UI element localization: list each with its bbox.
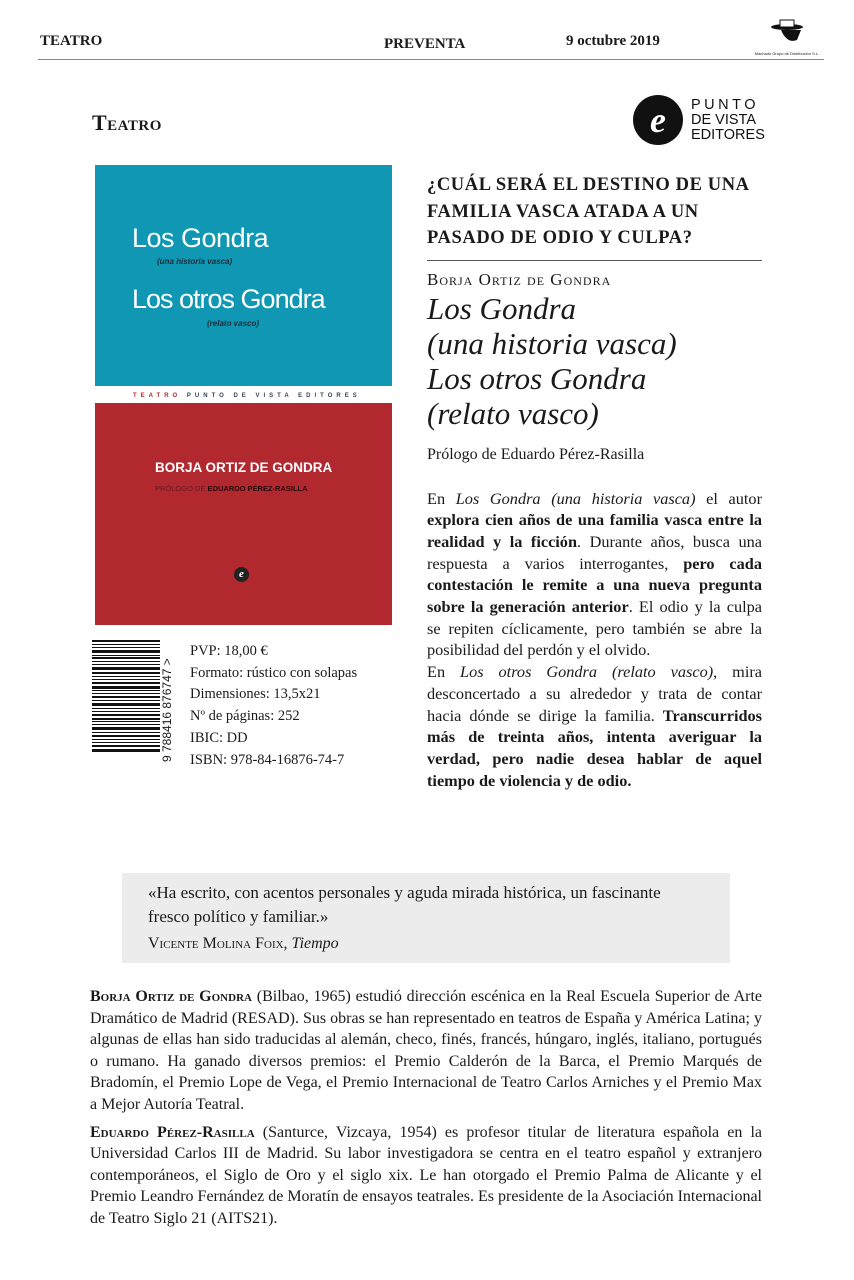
distributor-logo-text: Machado Grupo de Distribución S.L. [754, 51, 820, 56]
text: En [427, 662, 461, 682]
cover-author: BORJA ORTIZ DE GONDRA [155, 460, 333, 475]
book-details [427, 172, 762, 791]
logo-line: PUNTO [691, 96, 759, 113]
info-isbn: ISBN: 978-84-16876-74-7 [190, 751, 345, 768]
text: el autor [695, 488, 762, 508]
publisher-logo [633, 95, 765, 145]
text: , mira desconcertado a su alrededor y trata de contar hacia dónde se dirige la familia. [427, 662, 763, 725]
book-cover-top [95, 165, 392, 386]
logo-line: DE VISTA [691, 111, 756, 128]
biographies [90, 986, 762, 1230]
header-divider [38, 59, 824, 60]
tagline-question: ¿CUÁL SERÁ EL DESTINO DE UNA FAMILIA VASCA ATADA A UN PASADO DE ODIO Y CULPA? [427, 175, 749, 248]
quote-source: Tiempo [291, 935, 339, 952]
bio-name: Borja Ortiz de Gondra [90, 988, 252, 1005]
cover-title-2: Los otros Gondra [132, 284, 325, 314]
publisher-e-icon: e [633, 95, 683, 145]
text-italic: Los otros Gondra (relato vasco) [460, 662, 714, 682]
bio-author [90, 986, 762, 1116]
text: En [427, 488, 456, 508]
cover-title-1: Los Gondra [132, 223, 269, 253]
synopsis-paragraph [427, 488, 762, 662]
synopsis-paragraph [427, 661, 762, 791]
cover-prologue-name: EDUARDO PÉREZ-RASILLA [207, 484, 308, 493]
quote-separator: , [283, 935, 292, 952]
barcode-number: 9 788416 876747 > [160, 640, 180, 764]
info-format: Formato: rústico con solapas [190, 664, 358, 681]
cover-subtitle-2: (relato vasco) [207, 319, 260, 328]
distributor-logo [750, 18, 824, 58]
info-pages: Nº de páginas: 252 [190, 708, 300, 725]
book-author: Borja Ortiz de Gondra [427, 269, 612, 289]
press-quote [122, 873, 730, 963]
hat-figure-icon [767, 18, 807, 46]
prologue-credit: Prólogo de Eduardo Pérez-Rasilla [427, 445, 645, 463]
book-info [190, 641, 357, 771]
text-bold: explora cien años de una familia vasca entre la realidad y la ficción [427, 510, 762, 551]
text-bold: pero cada contestación le remite a una nueva pregunta sobre la generación anterior [427, 553, 762, 617]
bio-prologue-author [90, 1122, 762, 1230]
title-line: (una historia vasca) [427, 325, 677, 361]
text-italic: Los Gondra (una historia vasca) [455, 488, 696, 508]
title-line: Los Gondra [427, 290, 577, 326]
strip-publisher: PUNTO DE VISTA EDITORES [186, 393, 361, 399]
cover-e-icon: e [234, 567, 249, 582]
bio-text: (Bilbao, 1965) estudió dirección escénica en la Real Escuela Superior de Arte Dramático de Madrid (RESAD). Sus obras se han representado en teatros de España y América Latina; y algunas de ellas han sido traducidas al alemán, checo, finés, francés, húngaro, inglés, italiano, portugués o rumano. Ha ganado diversos premios: el Premio Calderón de la Barca, el Premio Marqués de Bradomín, el Premio Lope de Vega, el Premio Internacional de Teatro Carlos Arniches y el Premio Max a Mejor Autoría Teatral. [90, 988, 762, 1113]
text-bold: Transcurridos más de treinta años, intenta averiguar la verdad, pero nadie desea hablar de aquel tiempo de violencia y de odio. [427, 705, 762, 790]
book-cover-bottom [95, 403, 392, 625]
title-line: Los otros Gondra [427, 360, 647, 396]
cover-subtitle-1: (una historia vasca) [157, 257, 233, 266]
quote-author: Vicente Molina Foix [148, 935, 284, 952]
bio-name: Eduardo Pérez-Rasilla [90, 1123, 255, 1141]
quote-text: «Ha escrito, con acentos personales y aguda mirada histórica, un fascinante fresco político y familiar.» [148, 883, 661, 926]
logo-line: EDITORES [691, 126, 765, 143]
text: . El odio y la culpa se repiten cíclicamente, pero también se abre la posibilidad del perdón y el olvido. [427, 597, 762, 660]
header-date: 9 octubre 2019 [566, 33, 660, 49]
info-dimensions: Dimensiones: 13,5x21 [190, 686, 321, 703]
info-ibic: IBIC: DD [190, 729, 248, 746]
title-line: (relato vasco) [427, 395, 599, 431]
cover-strip [95, 386, 392, 403]
text: . Durante años, busca una respuesta a varios interrogantes, [427, 531, 763, 573]
bio-text: (Santurce, Vizcaya, 1954) es profesor titular de literatura española en la Universidad Carlos III de Madrid. Su labor investigadora se centra en el teatro español y extranjero contemporáneos, el Siglo de Oro y el siglo xix. Le han otorgado el Premio Palma de Alicante y el Premio Leandro Fernández de Moratín de ensayos teatrales. Es presidente de la Asociación Internacional de Teatro Siglo 21 (AITS21). [90, 1123, 762, 1227]
divider [427, 260, 762, 261]
section-title: Teatro [92, 110, 162, 135]
header-status: PREVENTA [384, 36, 466, 52]
cover-prologue-label: PRÓLOGO DE [155, 484, 206, 493]
book-title [427, 291, 762, 431]
header-section: TEATRO [40, 33, 103, 49]
info-price: PVP: 18,00 € [190, 643, 268, 659]
synopsis [427, 488, 762, 792]
strip-collection: TEATRO [133, 393, 182, 399]
cover-prologue [155, 484, 308, 493]
